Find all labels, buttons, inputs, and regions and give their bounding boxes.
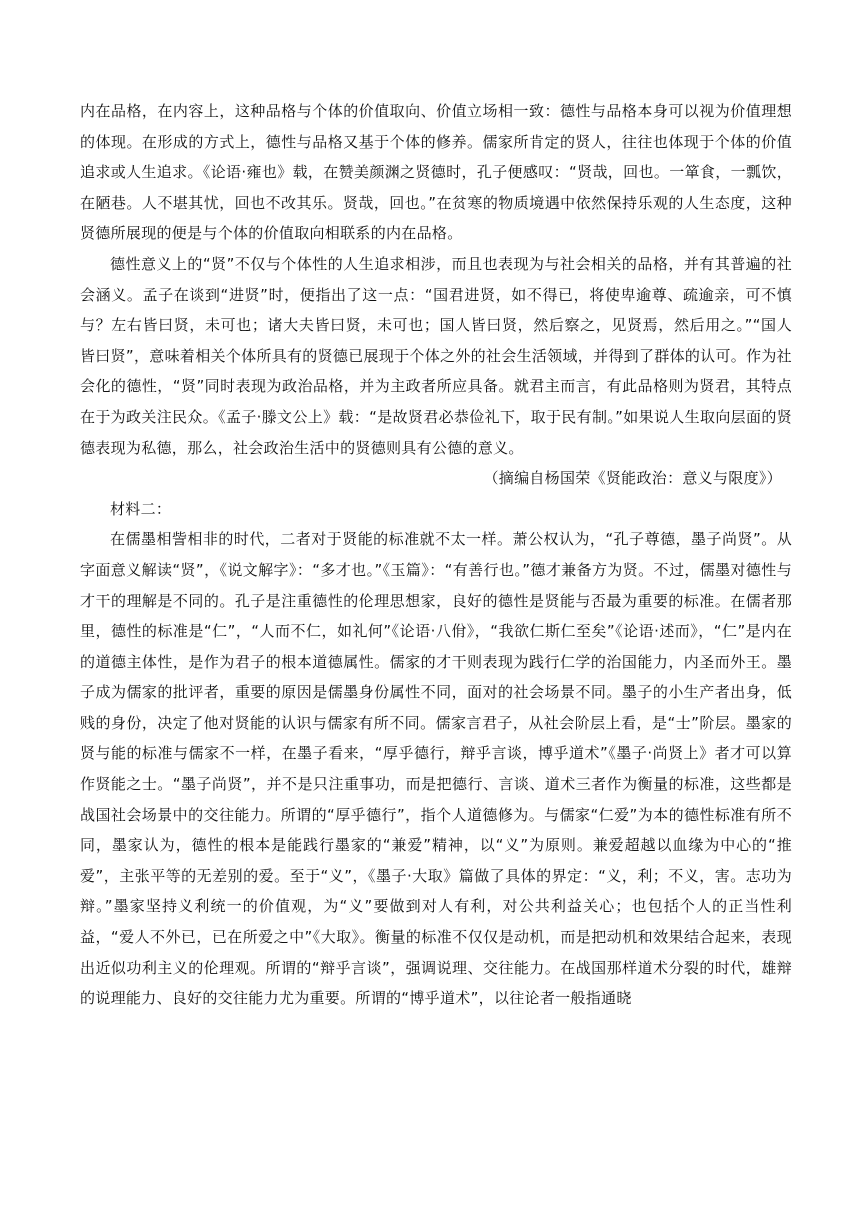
document-page bbox=[80, 96, 792, 1014]
paragraph-3: 在儒墨相訾相非的时代，二者对于贤能的标准就不太一样。萧公权认为，“孔子尊德，墨子尚贤”。从字面意义解读“贤”，《说文解字》：“多才也。”《玉篇》：“有善行也。”德才兼备方为贤。不过，儒墨对德性与才干的理解是不同的。孔子是注重德性的伦理思想家，良好的德性是贤能与否最为重要的标准。在儒者那里，德性的标准是“仁”，“人而不仁，如礼何”《论语·八佾》，“我欲仁斯仁至矣”《论语·述而》，“仁”是内在的道德主体性，是作为君子的根本道德属性。儒家的才干则表现为践行仁学的治国能力，内圣而外王。墨子成为儒家的批评者，重要的原因是儒墨身份属性不同，面对的社会场景不同。墨子的小生产者出身，低贱的身份，决定了他对贤能的认识与儒家有所不同。儒家言君子，从社会阶层上看，是“士”阶层。墨家的贤与能的标准与儒家不一样，在墨子看来，“厚乎德行，辩乎言谈，博乎道术”《墨子·尚贤上》者才可以算作贤能之士。“墨子尚贤”，并不是只注重事功，而是把德行、言谈、道术三者作为衡量的标准，这些都是战国社会场景中的交往能力。所谓的“厚乎德行”，指个人道德修为。与儒家“仁爱”为本的德性标准有所不同，墨家认为，德性的根本是能践行墨家的“兼爱”精神，以“义”为原则。兼爱超越以血缘为中心的“推爱”，主张平等的无差别的爱。至于“义”，《墨子·大取》篇做了具体的界定：“义，利；不义，害。志功为辩。”墨家坚持义利统一的价值观，为“义”要做到对人有利，对公共利益关心；也包括个人的正当性利益，“爱人不外已，已在所爱之中”《大取》。衡量的标准不仅仅是动机，而是把动机和效果结合起来，表现出近似功利主义的伦理观。所谓的“辩乎言谈”，强调说理、交往能力。在战国那样道术分裂的时代，雄辩的说理能力、良好的交往能力尤为重要。所谓的“博乎道术”，以往论者一般指通晓 bbox=[80, 530, 792, 1008]
paragraph-1: 内在品格，在内容上，这种品格与个体的价值取向、价值立场相一致：德性与品格本身可以视为价值理想的体现。在形成的方式上，德性与品格又基于个体的修养。儒家所肯定的贤人，往往也体现于个体的价值追求或人生追求。《论语·雍也》载，在赞美颜渊之贤德时，孔子便感叹：“贤哉，回也。一箪食，一瓢饮，在陋巷。人不堪其忧，回也不改其乐。贤哉，回也。”在贫寒的物质境遇中依然保持乐观的人生态度，这种贤德所展现的便是与个体的价值取向相联系的内在品格。 bbox=[80, 102, 792, 243]
source-citation: （摘编自杨国荣《贤能政治：意义与限度》） bbox=[483, 469, 782, 488]
material-label: 材料二： bbox=[110, 499, 172, 518]
paragraph-2: 德性意义上的“贤”不仅与个体性的人生追求相涉，而且也表现为与社会相关的品格，并有其普遍的社会涵义。孟子在谈到“进贤”时，便指出了这一点：“国君进贤，如不得已，将使卑逾尊、疏逾亲，可不慎与？左右皆曰贤，未可也；诸大夫皆曰贤，未可也；国人皆曰贤，然后察之，见贤焉，然后用之。”“国人皆曰贤”，意味着相关个体所具有的贤德已展现于个体之外的社会生活领域，并得到了群体的认可。作为社会化的德性，“贤”同时表现为政治品格，并为主政者所应具备。就君主而言，有此品格则为贤君，其特点在于为政关注民众。《孟子·滕文公上》载：“是故贤君必恭俭礼下，取于民有制。”如果说人生取向层面的贤德表现为私德，那么，社会政治生活中的贤德则具有公德的意义。 bbox=[80, 254, 792, 457]
